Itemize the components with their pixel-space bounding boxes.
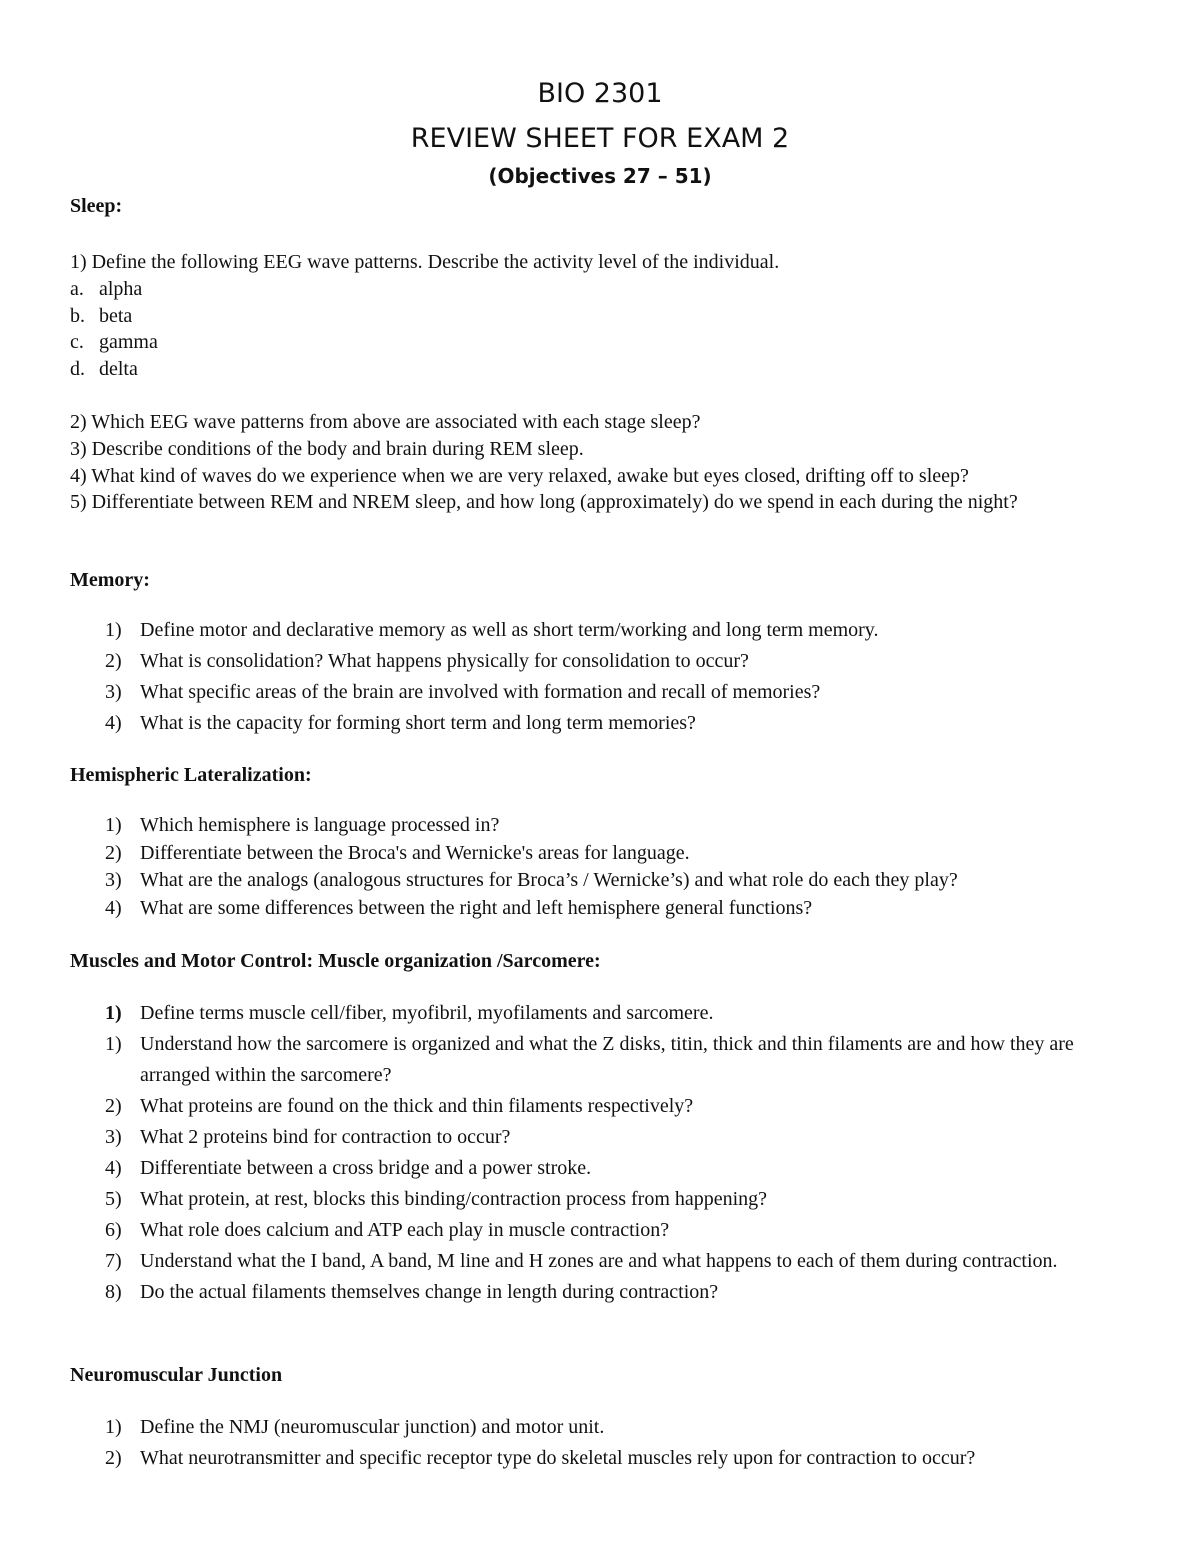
sleep-subitem-text: beta [99,304,133,327]
list-item-number: 1) [105,1416,122,1438]
list-item-text: What 2 proteins bind for contraction to occur? [140,1126,511,1148]
list-item-text: What are the analogs (analogous structures for Broca’s / Wernicke’s) and what role do each they play? [140,869,958,891]
objectives-subtitle: (Objectives 27 – 51) [488,164,712,188]
list-item-number: 4) [105,1157,122,1179]
list-item [70,1277,1130,1308]
list-item-text: What neurotransmitter and specific receptor type do skeletal muscles rely upon for contraction to occur? [140,1447,976,1469]
list-item-text: Define motor and declarative memory as well as short term/working and long term memory. [140,619,879,641]
list-item-number: 2) [105,841,122,864]
section-title-hemispheric: Hemispheric Lateralization: [70,764,312,786]
hemispheric-list [70,812,1130,922]
list-item-number: 1) [105,619,122,641]
list-item-text: Understand how the sarcomere is organized and what the Z disks, titin, thick and thin filaments are and how they are arranged within the sarcomere? [140,1033,1074,1086]
exam-title: REVIEW SHEET FOR EXAM 2 [410,123,790,154]
list-item-number: 5) [105,1188,122,1210]
section-title-nmj: Neuromuscular Junction [70,1364,283,1386]
list-item-text: What are some differences between the right and left hemisphere general functions? [140,896,813,919]
list-item [70,677,1130,708]
section-nmj [70,1362,1130,1474]
list-item [70,615,1130,646]
list-item-text: Differentiate between a cross bridge and a power stroke. [140,1157,592,1179]
sleep-question-1: 1) Define the following EEG wave patterns. Describe the activity level of the individual. [70,251,780,273]
section-muscles [70,948,1130,1308]
sleep-subitem-label: b. [70,304,85,327]
list-item-number: 6) [105,1219,122,1241]
section-memory [70,567,1130,739]
list-item [70,840,1130,868]
section-title-memory: Memory: [70,569,150,591]
list-item-text: What specific areas of the brain are involved with formation and recall of memories? [140,681,821,703]
list-item-number: 8) [105,1281,122,1303]
list-item-text: Define terms muscle cell/fiber, myofibril, myofilaments and sarcomere. [140,1002,714,1024]
sleep-subitem-label: c. [70,331,84,354]
list-item [70,1443,1130,1474]
list-item [70,895,1130,923]
sleep-subitem [70,303,1130,330]
list-item [70,708,1130,739]
list-item [70,998,1130,1029]
list-item [70,1412,1130,1443]
list-item [70,1029,1130,1091]
list-item [70,1091,1130,1122]
list-item-text: What proteins are found on the thick and thin filaments respectively? [140,1095,694,1117]
list-item-number: 3) [105,681,122,703]
list-item [70,867,1130,895]
list-item-number: 4) [105,712,122,734]
course-title: BIO 2301 [537,78,663,109]
sleep-subitem-text: delta [99,358,138,381]
list-item-number: 1) [105,1033,122,1055]
sleep-subitem [70,276,1130,303]
sleep-question-4: 4) What kind of waves do we experience when we are very relaxed, awake but eyes closed, drifting off to sleep? [70,464,969,487]
list-item-number: 2) [105,1095,122,1117]
memory-list [70,615,1130,739]
sleep-question-5: 5) Differentiate between REM and NREM sleep, and how long (approximately) do we spend in each during the night? [70,491,1018,514]
sleep-subitem-text: alpha [99,277,143,300]
sleep-question-2: 2) Which EEG wave patterns from above are associated with each stage sleep? [70,410,701,433]
list-item [70,1215,1130,1246]
list-item-number: 2) [105,650,122,672]
list-item-text: What is consolidation? What happens physically for consolidation to occur? [140,650,749,672]
list-item-number: 4) [105,896,122,919]
list-item-text: What role does calcium and ATP each play in muscle contraction? [140,1219,670,1241]
sleep-subitem-text: gamma [99,331,158,354]
list-item-number: 1) [105,814,122,836]
list-item-number: 3) [105,869,122,891]
list-item-number: 1) [105,1002,122,1024]
section-hemispheric [70,762,1130,922]
list-item-text: Define the NMJ (neuromuscular junction) and motor unit. [140,1416,605,1438]
section-title-muscles: Muscles and Motor Control: Muscle organization /Sarcomere: [70,950,601,972]
list-item [70,1246,1130,1277]
list-item [70,812,1130,840]
list-item [70,1122,1130,1153]
list-item-text: Which hemisphere is language processed in? [140,814,500,836]
nmj-list [70,1412,1130,1474]
list-item-text: Differentiate between the Broca's and Wernicke's areas for language. [140,841,690,864]
list-item [70,1184,1130,1215]
list-item [70,1153,1130,1184]
sleep-subitem-label: d. [70,358,85,381]
sleep-subitem [70,329,1130,356]
list-item-number: 7) [105,1250,122,1272]
list-item-text: What protein, at rest, blocks this binding/contraction process from happening? [140,1188,768,1210]
list-item-number: 2) [105,1447,122,1469]
list-item-number: 3) [105,1126,122,1148]
sleep-subitem [70,356,1130,383]
section-title-sleep: Sleep: [70,195,123,217]
list-item-text: Understand what the I band, A band, M line and H zones are and what happens to each of them during contraction. [140,1250,1058,1272]
section-sleep [70,193,1130,516]
list-item-text: Do the actual filaments themselves change in length during contraction? [140,1281,719,1303]
list-item [70,646,1130,677]
muscles-list [70,998,1130,1308]
sleep-question-3: 3) Describe conditions of the body and brain during REM sleep. [70,437,584,460]
sleep-subitem-label: a. [70,277,84,300]
list-item-text: What is the capacity for forming short term and long term memories? [140,712,696,734]
